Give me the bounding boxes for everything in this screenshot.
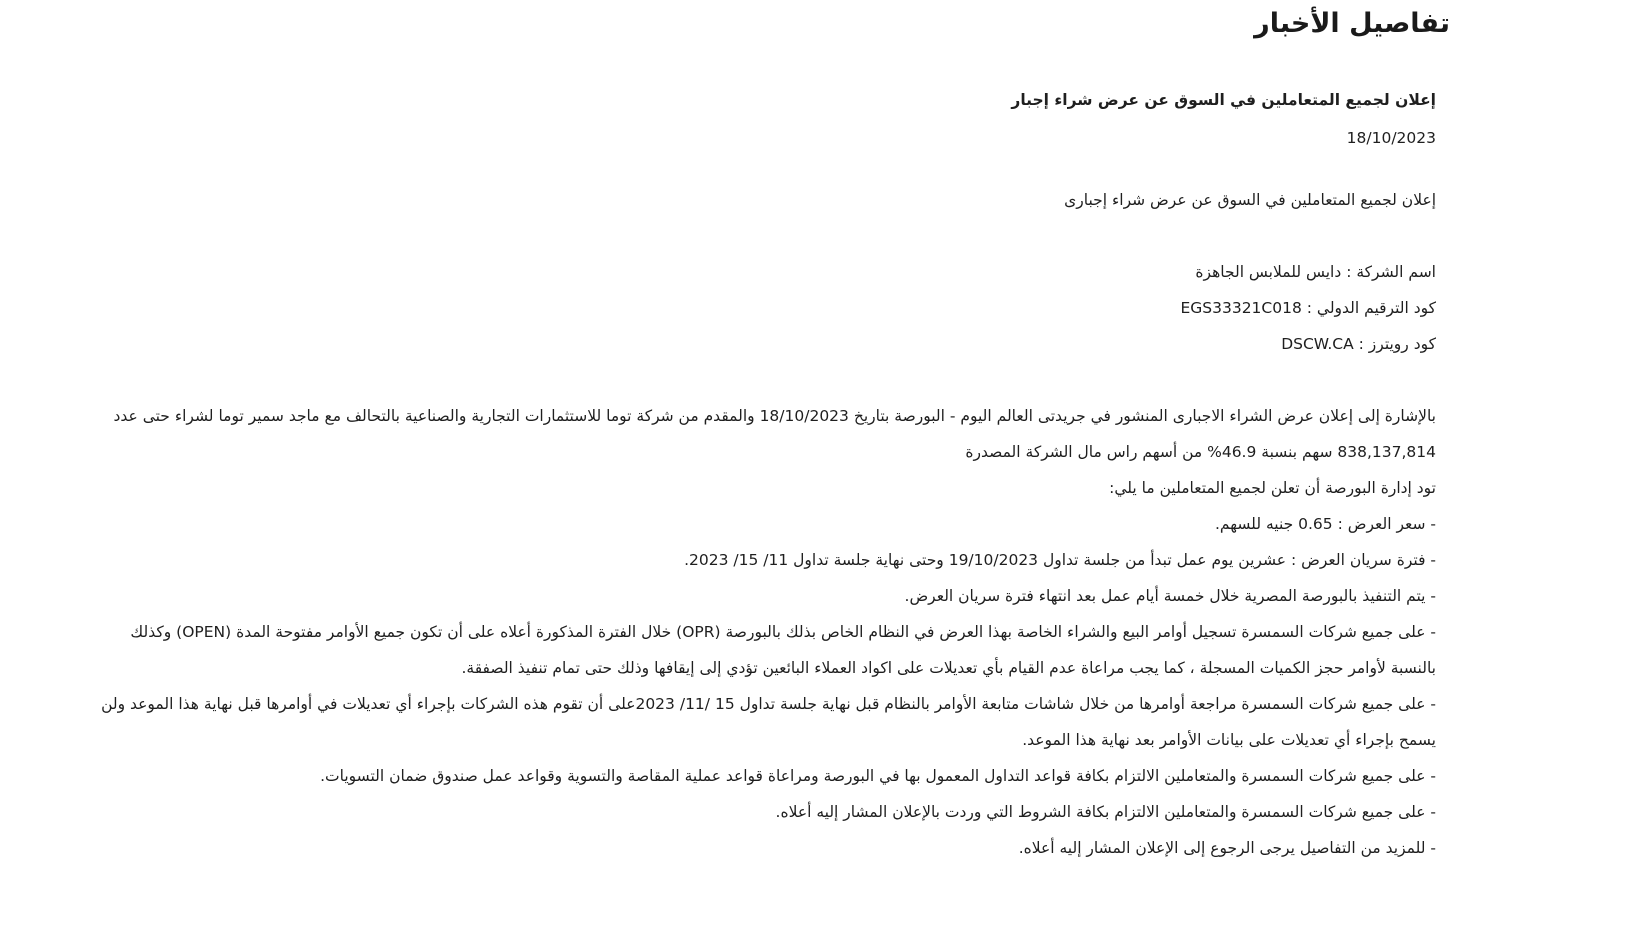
isin-code-line (96, 290, 1436, 326)
bullet-conditions: - على جميع شركات السمسرة والمتعاملين الالتزام بكافة الشروط التي وردت بالإعلان المشار إليه أعلاه. (775, 803, 1436, 821)
news-subheadline: إعلان لجميع المتعاملين في السوق عن عرض شراء إجبارى (1064, 191, 1436, 209)
bullet-order-registration: - على جميع شركات السمسرة تسجيل أوامر البيع والشراء الخاصة بهذا العرض في النظام الخاص بذلك بالبورصة (OPR) خلال الفترة المذكورة أعلاه على أن تكون جميع الأوامر مفتوحة المدة (OPEN) وكذلك بالنسبة لأوامر حجز الكميات المسجلة ، كما يجب مراعاة عدم القيام بأي تعديلات على اكواد العملاء البائعين تؤدي إلى إيقافها وذلك حتى تمام تنفيذ الصفقة. (130, 623, 1436, 677)
isin-code-value: EGS33321C018 (1180, 299, 1302, 317)
reuters-code-line (96, 326, 1436, 362)
company-name-value: دايس للملابس الجاهزة (1195, 263, 1342, 281)
intro-paragraph: بالإشارة إلى إعلان عرض الشراء الاجبارى المنشور في جريدتى العالم اليوم - البورصة بتاريخ 18/10/2023 والمقدم من شركة توما للاستثمارات التجارية والصناعية بالتحالف مع ماجد سمير توما لشراء حتى عدد 838,137,814 سهم بنسبة 46.9% من أسهم راس مال الشركة المصدرة (113, 407, 1436, 461)
bullet-order-review: - على جميع شركات السمسرة مراجعة أوامرها من خلال شاشات متابعة الأوامر بالنظام قبل نهاية جلسة تداول 15 /11/ 2023على أن تقوم هذه الشركات بإجراء أي تعديلات في أوامرها قبل نهاية هذا الموعد ولن يسمح بإجراء أي تعديلات على بيانات الأوامر بعد نهاية هذا الموعد. (101, 695, 1436, 749)
bullet-offer-period: - فترة سريان العرض : عشرين يوم عمل تبدأ من جلسة تداول 19/10/2023 وحتى نهاية جلسة تداول 11/ 15/ 2023. (684, 551, 1436, 569)
bullet-execution: - يتم التنفيذ بالبورصة المصرية خلال خمسة أيام عمل بعد انتهاء فترة سريان العرض. (904, 587, 1436, 605)
company-name-line (96, 254, 1436, 290)
notice-line: تود إدارة البورصة أن تعلن لجميع المتعاملين ما يلي: (1109, 479, 1436, 497)
bullet-more-details: - للمزيد من التفاصيل يرجى الرجوع إلى الإعلان المشار إليه أعلاه. (1018, 839, 1436, 857)
reuters-code-value: DSCW.CA (1281, 335, 1354, 353)
announcement-body (96, 398, 1436, 866)
bullet-trading-rules: - على جميع شركات السمسرة والمتعاملين الالتزام بكافة قواعد التداول المعمول بها في البورصة ومراعاة قواعد عملية المقاصة والتسوية وقواعد عمل صندوق ضمان التسويات. (320, 767, 1436, 785)
company-name-label: اسم الشركة : (1341, 263, 1436, 281)
company-info (96, 254, 1436, 362)
news-headline: إعلان لجميع المتعاملين في السوق عن عرض شراء إجبار (1011, 91, 1436, 109)
bullet-offer-price: - سعر العرض : 0.65 جنيه للسهم. (1214, 515, 1436, 533)
reuters-code-label: كود رويترز : (1353, 335, 1436, 353)
isin-code-label: كود الترقيم الدولي : (1301, 299, 1436, 317)
news-article (96, 82, 1436, 866)
page-title: تفاصيل الأخبار (1254, 8, 1450, 39)
news-date: 18/10/2023 (1346, 129, 1436, 147)
